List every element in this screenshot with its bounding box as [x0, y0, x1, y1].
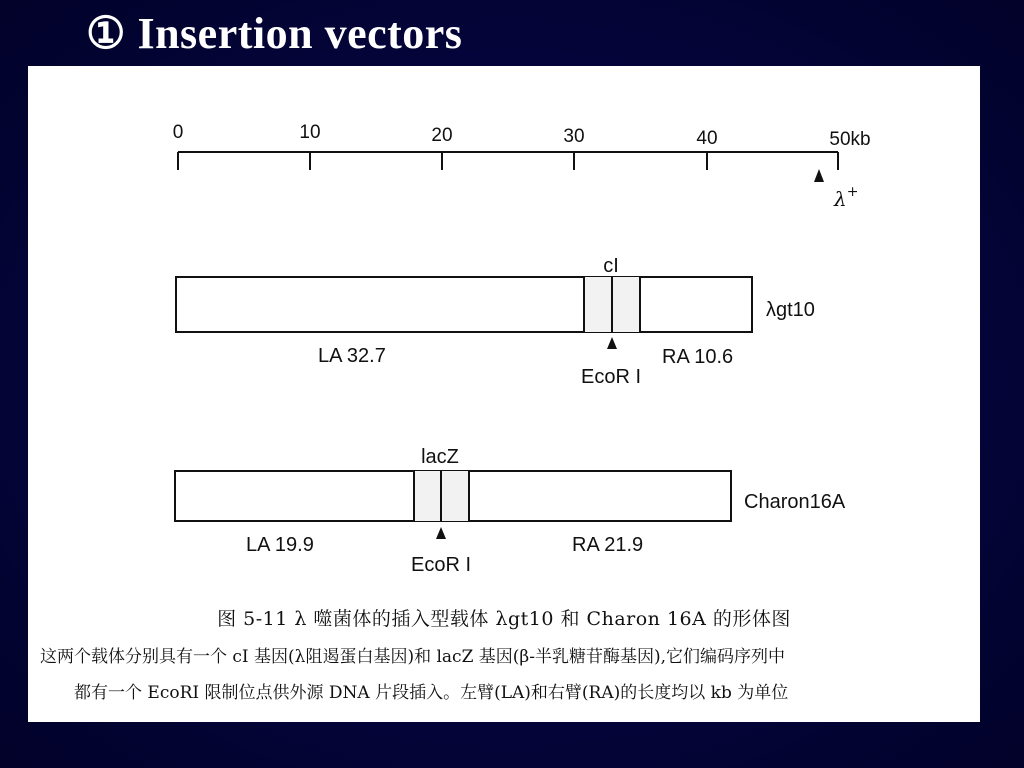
- vector-lambda-gt10: [176, 255, 815, 388]
- kb-scale: [173, 122, 871, 211]
- tick-label-50kb: 50kb: [829, 129, 871, 150]
- tick-label-20: 20: [431, 125, 453, 146]
- figure-panel: [28, 66, 980, 722]
- ecori-label-2: EcoR I: [410, 554, 472, 576]
- vector-charon16a: [175, 446, 846, 576]
- lambda-plus-label: λ+: [834, 184, 859, 211]
- slide-title: ① Insertion vectors: [86, 9, 463, 58]
- gene-label-cI: cI: [603, 255, 619, 277]
- vector2-left-arm: LA 19.9: [246, 534, 314, 556]
- vector1-name: λgt10: [766, 299, 815, 321]
- tick-label-0: 0: [172, 122, 184, 143]
- vector1-right-arm: RA 10.6: [662, 346, 734, 368]
- ecori-arrow-2: [436, 527, 446, 539]
- lambda-marker-arrow: [814, 169, 824, 182]
- figure-caption-title: 图 5-11 λ 噬菌体的插入型载体 λgt10 和 Charon 16A 的形体图: [217, 608, 791, 630]
- tick-label-30: 30: [563, 126, 585, 147]
- figure-caption-line-2: 都有一个 EcoRI 限制位点供外源 DNA 片段插入。左臂(LA)和右臂(RA)的长度均以 kb 为单位: [74, 683, 789, 703]
- ecori-arrow-1: [607, 337, 617, 349]
- tick-label-10: 10: [299, 122, 321, 143]
- gene-label-lacZ: lacZ: [421, 446, 459, 468]
- tick-label-40: 40: [696, 128, 718, 149]
- figure-caption-line-1: 这两个载体分别具有一个 cI 基因(λ阻遏蛋白基因)和 lacZ 基因(β-半乳糖苷酶基因),它们编码序列中: [40, 647, 786, 667]
- vector2-right-arm: RA 21.9: [572, 534, 644, 556]
- ecori-label-1: EcoR I: [580, 366, 642, 388]
- vector1-bar: [176, 277, 752, 332]
- vector1-left-arm: LA 32.7: [318, 345, 386, 367]
- vector2-name: Charon16A: [744, 491, 846, 513]
